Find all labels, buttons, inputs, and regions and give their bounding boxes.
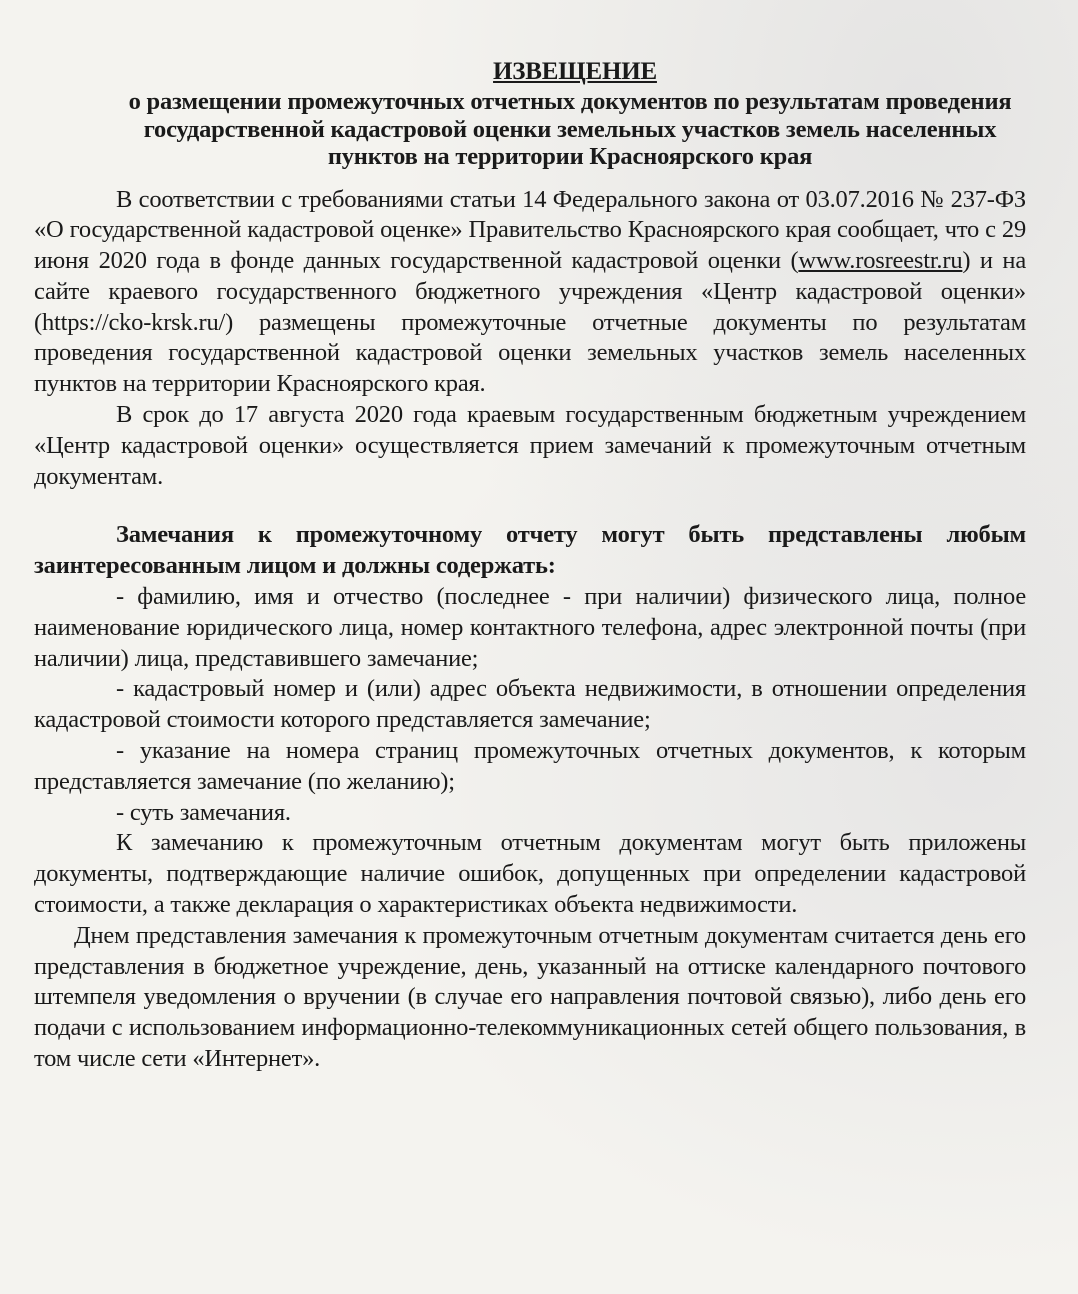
document-subtitle: о размещении промежуточных отчетных документов по результатам проведения государственной кадастровой оценки земельных участков земель населенных пунктов на территории Красноярского края xyxy=(128,88,1012,170)
document-body xyxy=(34,58,1026,1075)
list-item: - суть замечания. xyxy=(116,798,291,826)
list-item: - фамилию, имя и отчество (последнее - при наличии) физического лица, полное наименование юридического лица, номер контактного телефона, адрес электронной почты (при наличии) лица, представившего замечание; xyxy=(34,583,1026,672)
paragraph-text: ) размещены промежуточные отчетные документы по результатам проведения государственной кадастровой оценки земельных участков земель населенных пунктов на территории Красноярского края. xyxy=(34,308,1026,398)
paragraph-submission-date: Днем представления замечания к промежуточным отчетным документам считается день его представления в бюджетное учреждение, день, указанный на оттиске календарного почтового штемпеля уведомления о вручении (в случае его направления почтовой связью), либо день его подачи с использованием информационно-телекоммуникационных сетей общего пользования, в том числе сети «Интернет». xyxy=(34,921,1026,1073)
cko-krsk-link[interactable]: https://cko-krsk.ru/ xyxy=(41,308,226,336)
rosreestr-link[interactable]: www.rosreestr.ru xyxy=(798,247,963,275)
document-title: ИЗВЕЩЕНИЕ xyxy=(493,58,657,85)
list-item: - указание на номера страниц промежуточных отчетных документов, к которым представляется замечание (по желанию); xyxy=(34,737,1026,795)
paragraph-attachments: К замечанию к промежуточным отчетным документам могут быть приложены документы, подтверждающие наличие ошибок, допущенных при определении кадастровой стоимости, а также декларация о характеристиках объекта недвижимости. xyxy=(34,829,1026,919)
paragraph-text: В соответствии с требованиями статьи 14 Федерального закона от 03.07.2016 № 237-ФЗ «О государственной кадастровой оценке» Правительство Красноярского края сообщает, что с 29 июня 2020 года в фонде данных государственной кадастровой оценки ( xyxy=(34,185,1026,275)
paragraph-deadline: В срок до 17 августа 2020 года краевым государственным бюджетным учреждением «Центр кадастровой оценки» осуществляется прием замечаний к промежуточным отчетным документам. xyxy=(34,401,1026,490)
remarks-heading: Замечания к промежуточному отчету могут быть представлены любым заинтересованным лицом и должны содержать: xyxy=(34,521,1026,580)
paragraph-announcement xyxy=(34,185,1026,401)
list-item: - кадастровый номер и (или) адрес объекта недвижимости, в отношении определения кадастровой стоимости которого представляется замечание; xyxy=(34,675,1026,734)
spacer xyxy=(34,492,1026,520)
paragraph-text: ) и на сайте краевого государственного бюджетного учреждения «Центр кадастровой оценки» ( xyxy=(34,247,1026,336)
